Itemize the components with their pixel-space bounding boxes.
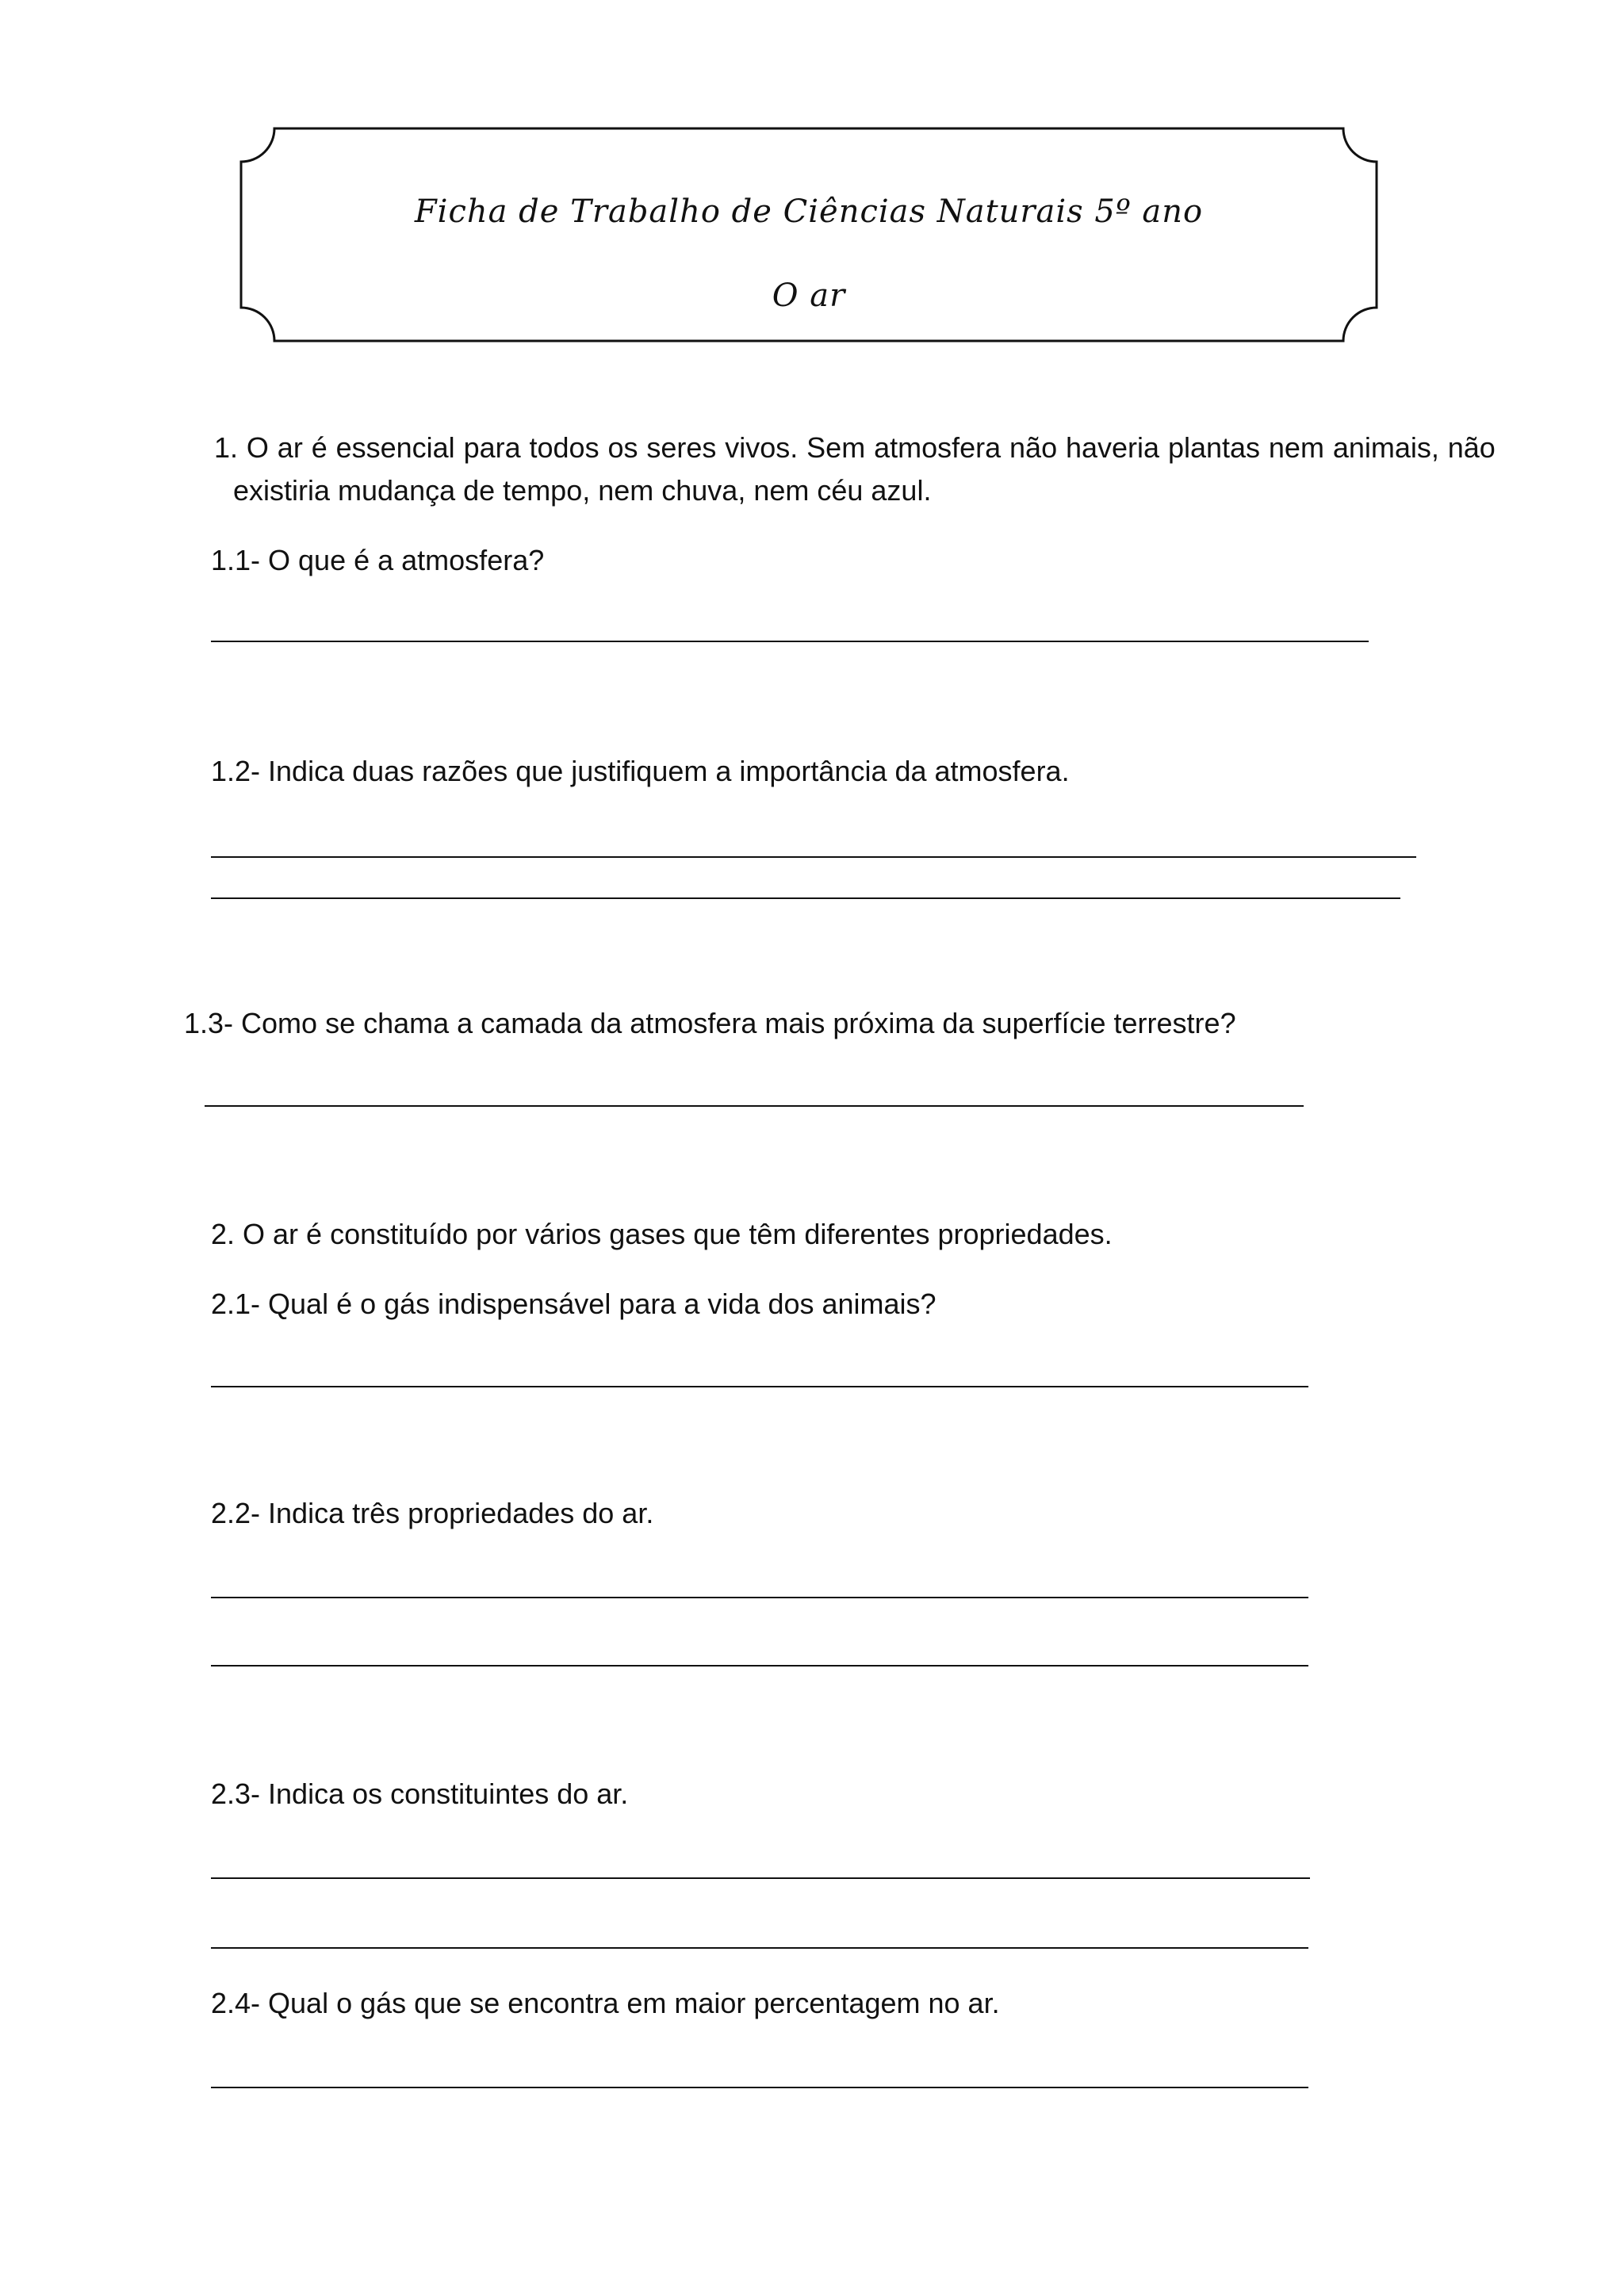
question-2-3: 2.3- Indica os constituintes do ar. [211, 1777, 629, 1810]
intro-word: O [246, 431, 269, 464]
intro-word: os [607, 431, 638, 464]
intro-word: é [311, 431, 327, 464]
question-2-1: 2.1- Qual é o gás indispensável para a vida dos animais? [211, 1288, 936, 1320]
section1-intro-line2: existiria mudança de tempo, nem chuva, nem céu azul. [233, 474, 932, 507]
intro-word: todos [529, 431, 599, 464]
answer-line-2-2b[interactable] [211, 1665, 1308, 1667]
intro-word: animais, [1332, 431, 1439, 464]
question-2-2: 2.2- Indica três propriedades do ar. [211, 1497, 654, 1529]
intro-word: para [463, 431, 521, 464]
section2-intro: 2. O ar é constituído por vários gases que têm diferentes propriedades. [211, 1218, 1113, 1250]
answer-line-1-2b[interactable] [211, 897, 1400, 899]
intro-word: haveria [1065, 431, 1160, 464]
title-frame [239, 127, 1378, 342]
answer-line-1-1[interactable] [211, 641, 1369, 642]
intro-word: ar [277, 431, 303, 464]
section1-intro-line1 [214, 427, 1496, 469]
intro-word: vivos. [725, 431, 799, 464]
question-2-4: 2.4- Qual o gás que se encontra em maior percentagem no ar. [211, 1987, 1000, 2019]
intro-word: nem [1268, 431, 1324, 464]
question-1-2: 1.2- Indica duas razões que justifiquem a importância da atmosfera. [211, 755, 1070, 787]
intro-word: plantas [1167, 431, 1261, 464]
intro-word: não [1447, 431, 1496, 464]
intro-word: Sem [806, 431, 866, 464]
answer-line-1-2a[interactable] [211, 856, 1416, 858]
answer-line-2-3b[interactable] [211, 1947, 1308, 1949]
question-1-1: 1.1- O que é a atmosfera? [211, 544, 545, 576]
intro-word: 1. [214, 431, 239, 464]
question-1-3: 1.3- Como se chama a camada da atmosfera mais próxima da superfície terrestre? [184, 1007, 1236, 1039]
intro-word: seres [646, 431, 717, 464]
answer-line-2-3a[interactable] [211, 1877, 1310, 1879]
answer-line-2-4[interactable] [211, 2087, 1308, 2088]
section1-intro [214, 427, 1496, 512]
intro-word: não [1009, 431, 1058, 464]
worksheet-subtitle: O ar [772, 277, 846, 314]
answer-line-1-3[interactable] [205, 1105, 1304, 1107]
worksheet-title: Ficha de Trabalho de Ciências Naturais 5º ano [414, 193, 1204, 230]
answer-line-2-2a[interactable] [211, 1597, 1308, 1598]
intro-word: atmosfera [874, 431, 1002, 464]
intro-word: essencial [335, 431, 455, 464]
answer-line-2-1[interactable] [211, 1386, 1308, 1387]
